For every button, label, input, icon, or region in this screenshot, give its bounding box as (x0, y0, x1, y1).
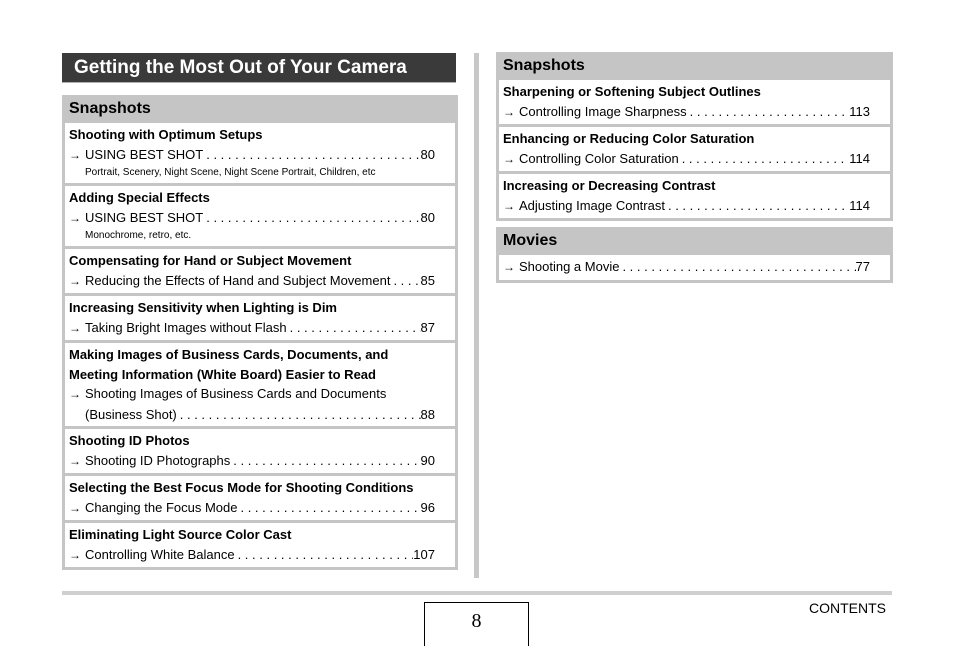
page-ref: 114 (849, 150, 870, 166)
section-title: Snapshots (69, 100, 151, 117)
entry-title: Eliminating Light Source Color Cast (69, 527, 292, 542)
entry-link[interactable] (69, 145, 435, 166)
page-ref: 80 (420, 146, 435, 162)
right-arrow-icon: → (69, 387, 81, 401)
right-arrow-icon: → (69, 273, 81, 288)
toc-entry (65, 186, 455, 246)
entry-link[interactable] (503, 102, 870, 123)
leader-dots (287, 318, 421, 338)
right-arrow-icon: → (69, 210, 81, 225)
right-arrow-icon: → (69, 320, 81, 335)
leader-dots (679, 149, 850, 169)
entry-link[interactable] (503, 257, 870, 278)
entry-link[interactable] (69, 545, 435, 566)
right-arrow-icon: → (503, 260, 515, 274)
link-text: Shooting ID Photographs (85, 452, 231, 468)
right-arrow-icon: → (503, 104, 515, 119)
leader-dots (177, 405, 421, 425)
right-arrow-icon: → (69, 453, 81, 468)
entry-link[interactable] (503, 196, 870, 217)
entry-title: Adding Special Effects (69, 190, 210, 205)
entry-title: Increasing or Decreasing Contrast (503, 178, 716, 193)
contents-link[interactable]: CONTENTS (809, 600, 886, 616)
page-ref: 80 (420, 209, 435, 225)
entry-title: Shooting ID Photos (69, 433, 190, 448)
link-text: Shooting a Movie (519, 259, 620, 274)
entry-link[interactable] (503, 149, 870, 170)
entry-title: Sharpening or Softening Subject Outlines (503, 84, 761, 99)
entry-title: Shooting with Optimum Setups (69, 127, 263, 142)
leader-dots (230, 451, 420, 471)
leader-dots (687, 102, 850, 122)
link-text: USING BEST SHOT (85, 209, 204, 225)
page-ref: 90 (420, 452, 435, 468)
toc-entry (65, 343, 455, 426)
leader-dots (235, 545, 414, 565)
toc-entry (65, 429, 455, 473)
entry-link[interactable] (69, 208, 435, 229)
entry-title-line1: Making Images of Business Cards, Documents, and (69, 347, 389, 362)
entry-note: Portrait, Scenery, Night Scene, Night Scene Portrait, Children, etc (85, 167, 376, 178)
leader-dots (237, 498, 420, 518)
leader-dots (665, 196, 849, 216)
right-arrow-icon: → (503, 151, 515, 166)
leader-dots (390, 271, 420, 291)
entry-title-line2: Meeting Information (White Board) Easier to Read (69, 366, 376, 382)
footer-rule (62, 591, 892, 595)
link-text: Controlling Color Saturation (519, 150, 679, 166)
section-title: Movies (503, 232, 558, 249)
entry-link[interactable] (69, 498, 435, 519)
page-title: Getting the Most Out of Your Camera (62, 53, 456, 83)
link-text: Reducing the Effects of Hand and Subject Movement (85, 272, 391, 288)
right-arrow-icon: → (69, 147, 81, 162)
entry-note: Monochrome, retro, etc. (85, 230, 192, 241)
toc-entry (499, 80, 890, 124)
toc-entry (65, 296, 455, 340)
toc-entry (499, 255, 890, 280)
page-ref: 96 (420, 499, 435, 515)
link-text-line1: Shooting Images of Business Cards and Documents (85, 386, 387, 401)
leader-dots (203, 145, 420, 165)
toc-entry (65, 476, 455, 520)
entry-title: Compensating for Hand or Subject Movement (69, 253, 352, 268)
link-text: Controlling White Balance (85, 546, 235, 562)
leader-dots (203, 208, 420, 228)
page-ref: 113 (849, 103, 870, 119)
page-ref: 77 (855, 259, 870, 274)
toc-entry (65, 123, 455, 183)
entry-title: Increasing Sensitivity when Lighting is Dim (69, 300, 337, 315)
toc-entry (65, 523, 455, 567)
page-ref: 85 (420, 272, 435, 288)
entry-title: Enhancing or Reducing Color Saturation (503, 131, 755, 146)
entry-title: Selecting the Best Focus Mode for Shooting Conditions (69, 480, 414, 495)
link-text: Taking Bright Images without Flash (85, 319, 287, 335)
entry-link[interactable] (69, 318, 435, 339)
page-ref: 88 (420, 406, 435, 422)
right-arrow-icon: → (503, 198, 515, 213)
page-ref: 114 (849, 197, 870, 213)
toc-entry (65, 249, 455, 293)
right-arrow-icon: → (69, 500, 81, 515)
entry-link[interactable] (69, 384, 435, 424)
leader-dots (619, 257, 855, 277)
section-movies (496, 227, 893, 283)
column-divider (474, 53, 479, 578)
page-number: 8 (424, 602, 529, 646)
section-snapshots-left (62, 95, 458, 570)
entry-link[interactable] (69, 271, 435, 292)
right-arrow-icon: → (69, 547, 81, 562)
link-text: USING BEST SHOT (85, 146, 204, 162)
link-text-line2: (Business Shot) (85, 406, 177, 422)
link-text: Adjusting Image Contrast (519, 197, 665, 213)
page-ref: 107 (413, 546, 435, 562)
section-title: Snapshots (503, 57, 585, 74)
toc-entry (499, 127, 890, 171)
toc-entry (499, 174, 890, 218)
link-text: Controlling Image Sharpness (519, 103, 687, 119)
page-ref: 87 (420, 319, 435, 335)
section-snapshots-right (496, 52, 893, 221)
entry-link[interactable] (69, 451, 435, 472)
link-text: Changing the Focus Mode (85, 499, 238, 515)
